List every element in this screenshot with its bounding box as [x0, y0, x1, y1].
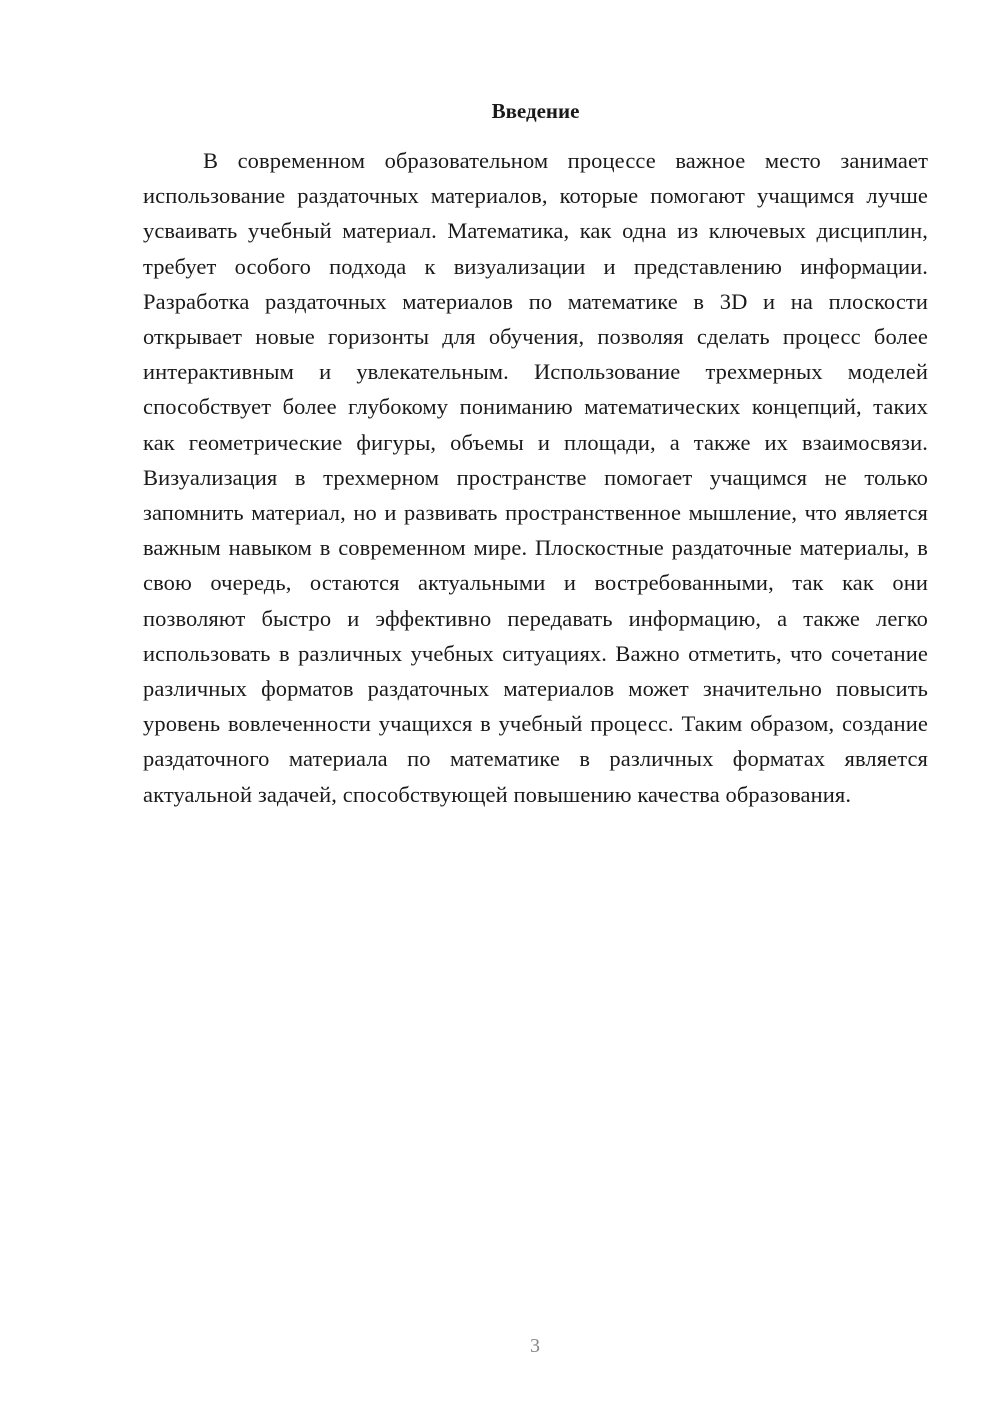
section-heading: Введение — [491, 99, 580, 123]
body-paragraph: В современном образовательном процессе важное место занимает использование раздаточных материалов, которые помогают учащимся лучше усваивать учебный материал. Математика, как одна из ключевых дисциплин, требует особого подхода к визуализации и представлению информации. Разработка раздаточных материалов по математике в 3D и на плоскости открывает новые горизонты для обучения, позволяя сделать процесс более интерактивным и увлекательным. Использование трехмерных моделей способствует более глубокому пониманию математических концепций, таких как геометрические фигуры, объемы и площади, а также их взаимосвязи. Визуализация в трехмерном пространстве помогает учащимся не только запомнить материал, но и развивать пространственное мышление, что является важным навыком в современном мире. Плоскостные раздаточные материалы, в свою очередь, остаются актуальными и востребованными, так как они позволяют быстро и эффективно передавать информацию, а также легко использовать в различных учебных ситуациях. Важно отметить, что сочетание различных форматов раздаточных материалов может значительно повысить уровень вовлеченности учащихся в учебный процесс. Таким образом, создание раздаточного материала по математике в различных форматах является актуальной задачей, способствующей повышению качества образования. — [143, 148, 928, 807]
page-number: 3 — [530, 1335, 540, 1357]
